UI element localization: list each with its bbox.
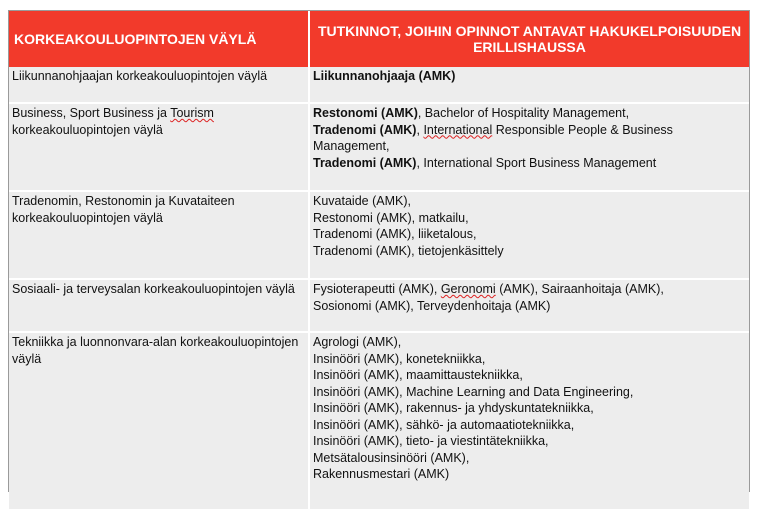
table-row xyxy=(9,191,749,279)
degrees-cell xyxy=(309,191,749,279)
table-row xyxy=(9,279,749,332)
pathway-name: Sosiaali- ja terveysalan korkeakouluopintojen väylä xyxy=(12,282,295,296)
degree-line: Kuvataide (AMK), xyxy=(313,194,411,208)
degree-line: Insinööri (AMK), Machine Learning and Data Engineering, xyxy=(313,384,634,399)
degree-line: Tradenomi (AMK), liiketalous, xyxy=(313,227,477,241)
degree-line: Tradenomi (AMK), International Responsible People & Business Management, xyxy=(313,122,673,153)
degree-line: Agrologi (AMK), xyxy=(313,335,402,349)
degree-line: Insinööri (AMK), maamittaustekniikka, xyxy=(313,368,523,382)
degree-line: Rakennusmestari (AMK) xyxy=(313,467,450,481)
degree-line: Liikunnanohjaaja (AMK) xyxy=(313,69,456,83)
pathway-name: Liikunnanohjaajan korkeakouluopintojen väylä xyxy=(12,69,268,83)
degree-line: Metsätalousinsinööri (AMK), xyxy=(313,450,470,465)
table-row xyxy=(9,103,749,191)
degree-line: Tradenomi (AMK), International Sport Business Management xyxy=(313,155,657,170)
pathway-name-part: Tourism xyxy=(170,106,214,120)
pathway-cell xyxy=(9,279,309,332)
degree-line: Sosionomi (AMK), Terveydenhoitaja (AMK) xyxy=(313,298,551,313)
pathway-cell xyxy=(9,191,309,279)
table-header-row xyxy=(9,11,749,67)
pathway-name: Tradenomin, Restonomin ja Kuvataiteen korkeakouluopintojen väylä xyxy=(12,194,235,225)
pathway-name-part: Business, Sport Business ja xyxy=(12,106,171,120)
degree-line: Fysioterapeutti (AMK), Geronomi (AMK), Sairaanhoitaja (AMK), xyxy=(313,282,664,296)
pathway-cell xyxy=(9,332,309,509)
degrees-cell xyxy=(309,332,749,509)
pathway-name: Tekniikka ja luonnonvara-alan korkeakouluopintojen väylä xyxy=(12,335,299,366)
degree-table-container xyxy=(8,10,750,492)
degree-table xyxy=(9,11,749,509)
degree-line: Tradenomi (AMK), tietojenkäsittely xyxy=(313,243,504,258)
degrees-cell xyxy=(309,279,749,332)
pathway-cell xyxy=(9,103,309,191)
table-row xyxy=(9,67,749,103)
degree-line: Insinööri (AMK), konetekniikka, xyxy=(313,351,486,366)
degree-line: Restonomi (AMK), matkailu, xyxy=(313,210,469,225)
header-pathway: KORKEAKOULUOPINTOJEN VÄYLÄ xyxy=(9,11,309,67)
degree-line: Restonomi (AMK), Bachelor of Hospitality Management, xyxy=(313,106,630,120)
header-degrees: TUTKINNOT, JOIHIN OPINNOT ANTAVAT HAKUKELPOISUUDEN ERILLISHAUSSA xyxy=(309,11,749,67)
degree-line: Insinööri (AMK), sähkö- ja automaatiotekniikka, xyxy=(313,417,575,432)
degrees-cell xyxy=(309,103,749,191)
degree-line: Insinööri (AMK), rakennus- ja yhdyskuntatekniikka, xyxy=(313,401,594,415)
table-row xyxy=(9,332,749,509)
pathway-name-part: korkeakouluopintojen väylä xyxy=(12,122,163,137)
pathway-cell xyxy=(9,67,309,103)
degree-line: Insinööri (AMK), tieto- ja viestintätekniikka, xyxy=(313,434,549,448)
degrees-cell xyxy=(309,67,749,103)
